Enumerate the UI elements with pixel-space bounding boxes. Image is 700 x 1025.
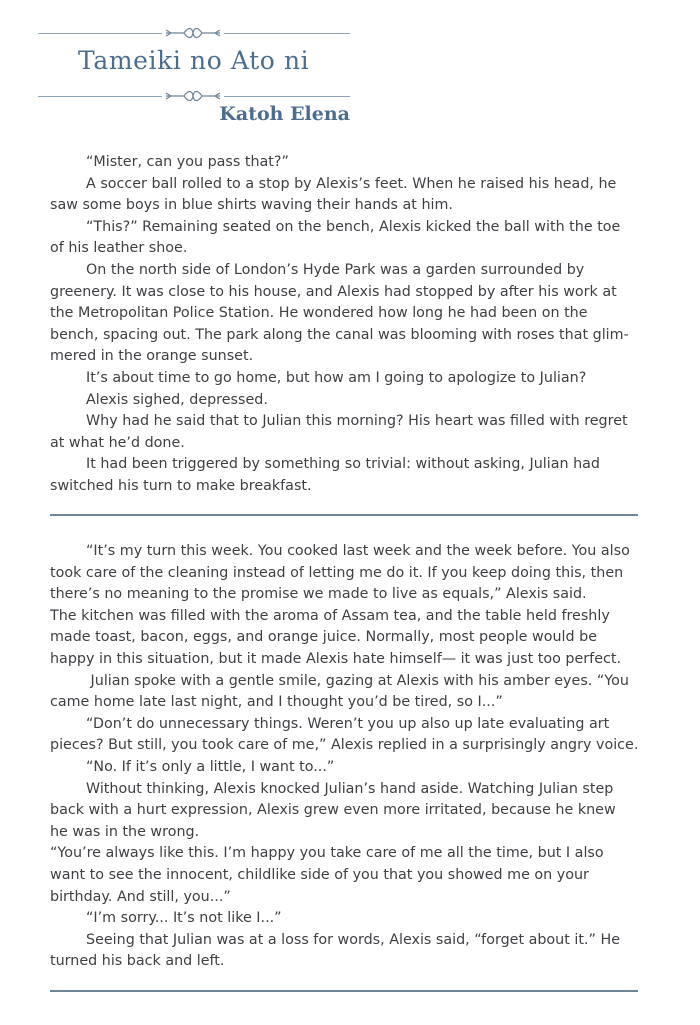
paragraph-line: made toast, bacon, eggs, and orange juice. Normally, most people would be bbox=[50, 629, 597, 646]
story-section-2 bbox=[50, 541, 645, 973]
paragraph-line: Alexis sighed, depressed. bbox=[86, 391, 268, 408]
paragraph-line: the Metropolitan Police Station. He wondered how long he had been on the bbox=[50, 305, 588, 322]
paragraph-line: “You’re always like this. I’m happy you take care of me all the time, but I also bbox=[50, 845, 604, 862]
scroll-ornament-icon bbox=[162, 26, 224, 40]
paragraph-line: Seeing that Julian was at a loss for words, Alexis said, “forget about it.” He bbox=[86, 931, 621, 948]
paragraph-line: took care of the cleaning instead of letting me do it. If you keep doing this, then bbox=[50, 564, 624, 581]
paragraph-line: A soccer ball rolled to a stop by Alexis’s feet. When he raised his head, he bbox=[86, 175, 617, 192]
paragraph-line: came home late last night, and I thought you’d be tired, so I...” bbox=[50, 694, 503, 711]
paragraph-line: Julian spoke with a gentle smile, gazing at Alexis with his amber eyes. “You bbox=[86, 672, 629, 689]
paragraph-line: birthday. And still, you...” bbox=[50, 888, 231, 905]
page-title: Tameiki no Ato ni bbox=[78, 46, 310, 75]
paragraph-line: “No. If it’s only a little, I want to...” bbox=[86, 758, 335, 775]
paragraph-line: greenery. It was close to his house, and Alexis had stopped by after his work at bbox=[50, 283, 617, 300]
paragraph-line: “I’m sorry... It’s not like I...” bbox=[86, 910, 282, 927]
paragraph-line: bench, spacing out. The park along the canal was blooming with roses that glim- bbox=[50, 326, 629, 343]
paragraph-line: On the north side of London’s Hyde Park was a garden surrounded by bbox=[86, 261, 585, 278]
paragraph-line: back with a hurt expression, Alexis grew even more irritated, because he knew bbox=[50, 802, 616, 819]
section-divider bbox=[50, 514, 638, 516]
paragraph-line: It’s about time to go home, but how am I going to apologize to Julian? bbox=[86, 369, 587, 386]
paragraph-line: saw some boys in blue shirts waving their hands at him. bbox=[50, 197, 453, 214]
paragraph-line: he was in the wrong. bbox=[50, 823, 200, 840]
paragraph-line: “It’s my turn this week. You cooked last week and the week before. You also bbox=[86, 543, 630, 559]
paragraph-line: happy in this situation, but it made Alexis hate himself— it was just too perfect. bbox=[50, 650, 622, 667]
paragraph-line: at what he’d done. bbox=[50, 434, 185, 451]
author-line bbox=[200, 103, 350, 125]
paragraph-line: “Don’t do unnecessary things. Weren’t you up also up late evaluating art bbox=[86, 715, 610, 732]
paragraph-line: The kitchen was filled with the aroma of Assam tea, and the table held freshly bbox=[50, 607, 610, 624]
paragraph-line: Without thinking, Alexis knocked Julian’s hand aside. Watching Julian step bbox=[86, 780, 614, 797]
scroll-ornament-icon bbox=[162, 89, 224, 103]
paragraph-line: “Mister, can you pass that?” bbox=[86, 154, 289, 170]
paragraph-line: of his leather shoe. bbox=[50, 240, 188, 257]
paragraph-line: It had been triggered by something so trivial: without asking, Julian had bbox=[86, 456, 600, 473]
paragraph-line: “This?” Remaining seated on the bench, Alexis kicked the ball with the toe bbox=[86, 218, 621, 235]
paragraph-line: switched his turn to make breakfast. bbox=[50, 477, 312, 494]
paragraph-line: want to see the innocent, childlike side of you that you showed me on your bbox=[50, 866, 589, 883]
paragraph-line: turned his back and left. bbox=[50, 953, 225, 970]
paragraph-line: pieces? But still, you took care of me,” Alexis replied in a surprisingly angry voice. bbox=[50, 737, 639, 754]
author-name: Katoh Elena bbox=[219, 103, 350, 125]
story-section-1 bbox=[50, 152, 645, 498]
paragraph-line: there’s no meaning to the promise we made to live as equals,” Alexis said. bbox=[50, 586, 587, 603]
paragraph-line: mered in the orange sunset. bbox=[50, 348, 254, 365]
paragraph-line: Why had he said that to Julian this morning? His heart was filled with regret bbox=[86, 413, 628, 430]
section-divider bbox=[50, 990, 638, 992]
